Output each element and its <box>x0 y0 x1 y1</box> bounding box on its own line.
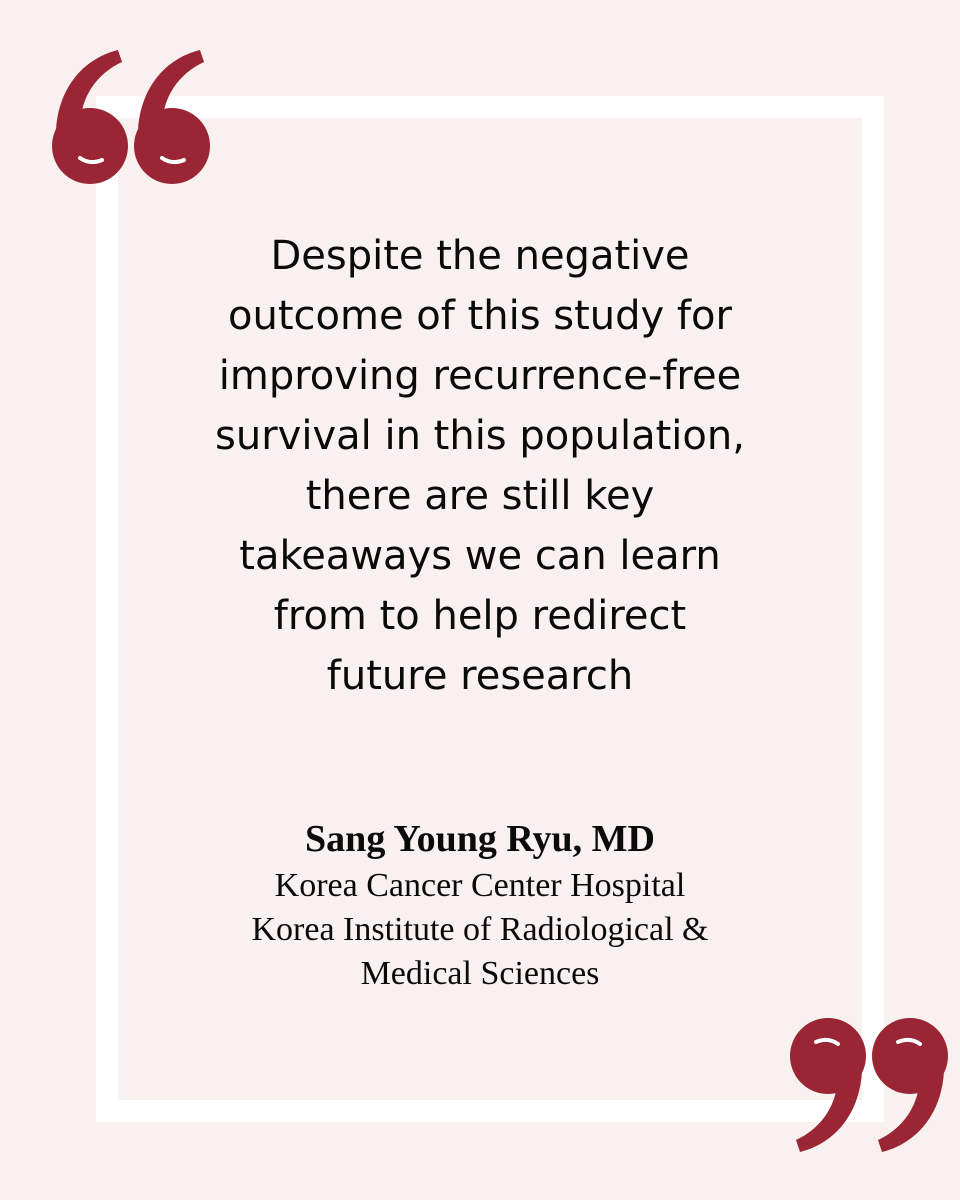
quote-line: future research <box>326 653 634 699</box>
affiliation-line: Korea Institute of Radiological & <box>251 911 709 948</box>
quote-line: from to help redirect <box>273 593 687 639</box>
right-double-quote-icon <box>780 1016 950 1156</box>
author-name: Sang Young Ryu, MD <box>305 818 655 860</box>
quote-text <box>140 226 820 706</box>
quote-line: there are still key <box>305 473 655 519</box>
quote-line: takeaways we can learn <box>239 533 721 579</box>
left-double-quote-icon <box>50 46 220 186</box>
quote-line: outcome of this study for <box>228 293 732 339</box>
attribution <box>140 814 820 996</box>
quote-line: Despite the negative <box>270 233 690 279</box>
quote-line: improving recurrence-free <box>218 353 742 399</box>
quote-line: survival in this population, <box>215 413 745 459</box>
affiliation-line: Medical Sciences <box>360 955 600 992</box>
affiliation-line: Korea Cancer Center Hospital <box>274 867 686 904</box>
